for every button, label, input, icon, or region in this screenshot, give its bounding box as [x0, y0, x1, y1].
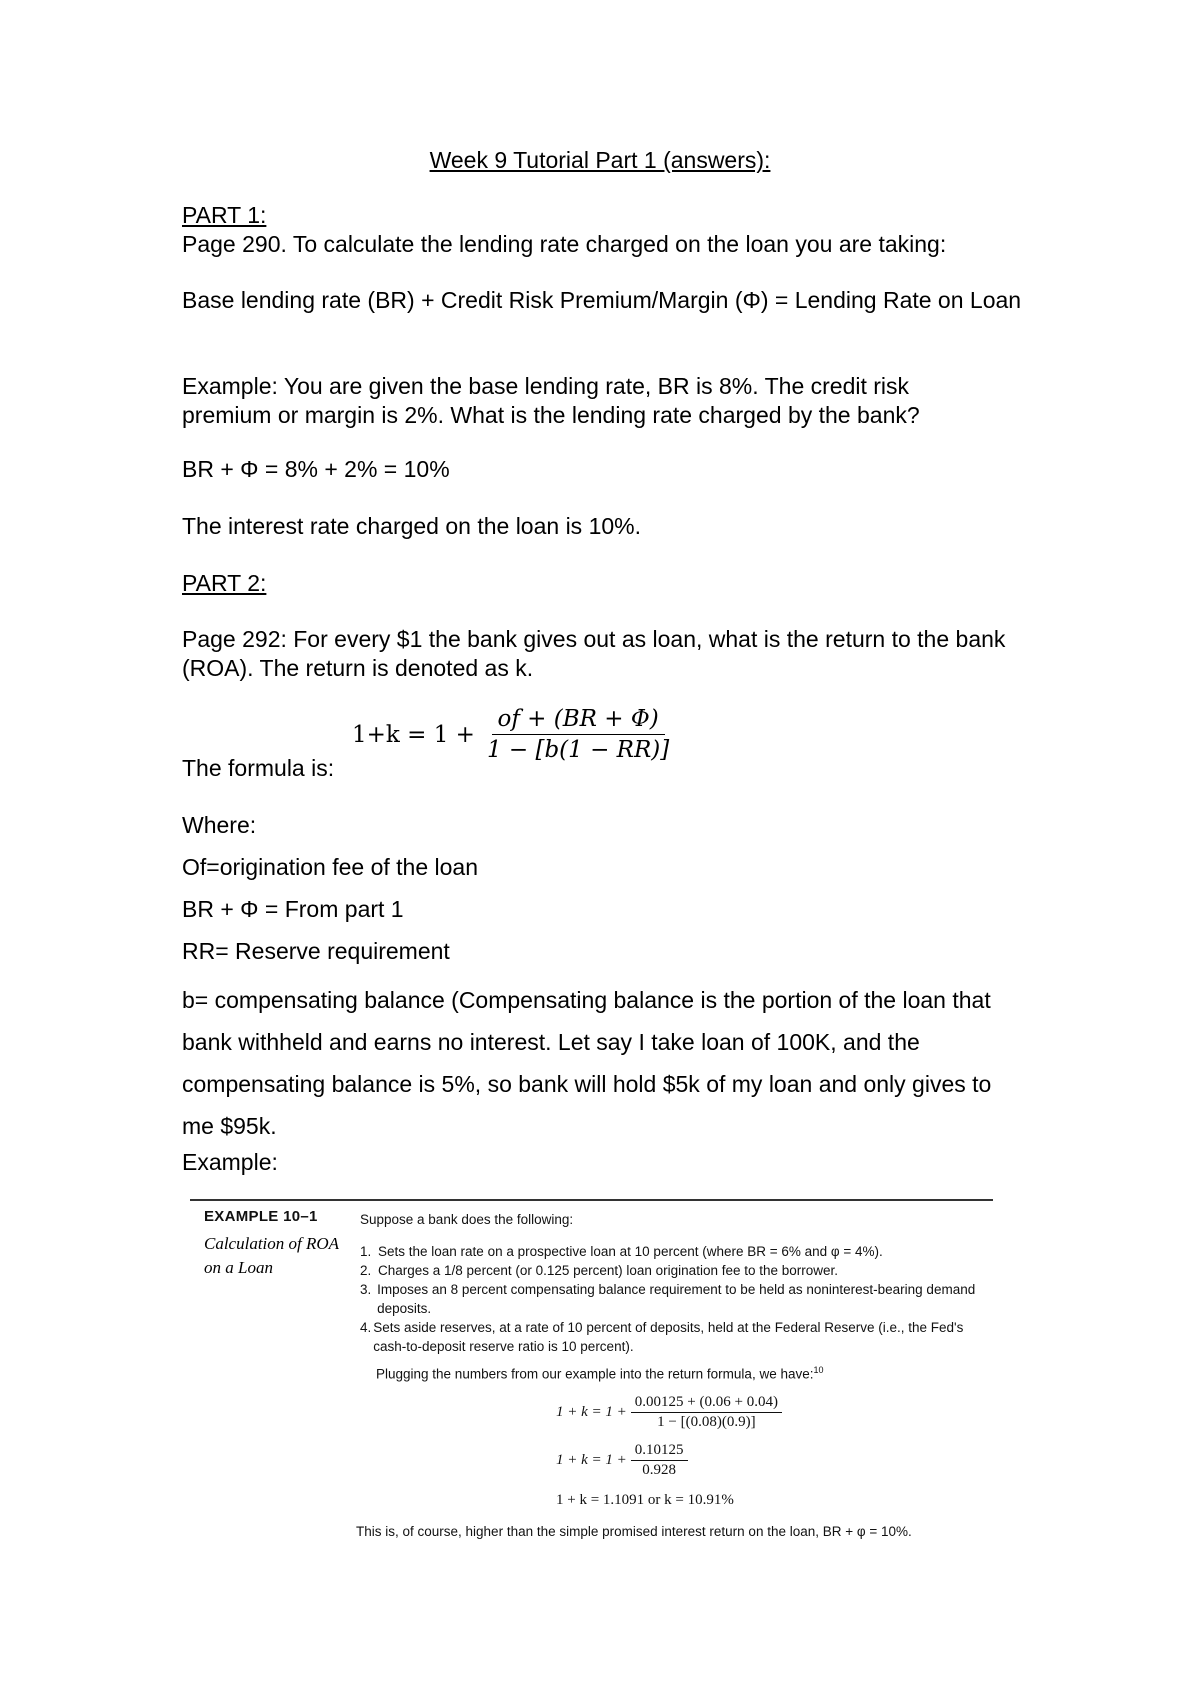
part1-intro: Page 290. To calculate the lending rate charged on the loan you are taking: [182, 231, 947, 257]
formula-numerator: of + (BR + Φ) [492, 706, 665, 735]
part1-rule: Base lending rate (BR) + Credit Risk Premium/Margin (Φ) = Lending Rate on Loan [182, 287, 1022, 313]
part1-heading: PART 1: [182, 202, 267, 228]
definition-of: Of=origination fee of the loan [182, 854, 479, 880]
example-eq2: 1 + k = 1 + $\frac{0.10125}{0.928}$ [556, 1442, 688, 1479]
part2-heading: PART 2: [182, 570, 267, 596]
definition-br: BR + Φ = From part 1 [182, 896, 404, 922]
example-box-rule [190, 1199, 993, 1201]
part1-calc: BR + Φ = 8% + 2% = 10% [182, 456, 450, 482]
example-box-list [360, 1242, 1000, 1356]
part1-conclusion: The interest rate charged on the loan is 10%. [182, 513, 642, 539]
definition-rr: RR= Reserve requirement [182, 938, 450, 964]
formula-lhs: 1+k = 1 + [352, 721, 475, 748]
page-title: Week 9 Tutorial Part 1 (answers): [429, 147, 771, 173]
example-box-closing: This is, of course, higher than the simple promised interest return on the loan, BR + φ = 10%. [356, 1524, 912, 1539]
example-label: Example: [182, 1149, 278, 1175]
formula-fraction [481, 706, 675, 763]
list-item: 4. Sets aside reserves, at a rate of 10 percent of deposits, held at the Federal Reserve (i.e., the Fed's cash-to-deposit reserve ratio is 10 percent). [360, 1320, 964, 1354]
example-box-label: EXAMPLE 10–1 [204, 1208, 318, 1225]
list-item: 3. Imposes an 8 percent compensating balance requirement to be held as noninterest-bearing demand deposits. [360, 1282, 976, 1316]
where-label: Where: [182, 812, 257, 838]
example-eq1: 1 + k = 1 + $\frac{0.00125 + (0.06 + 0.04)}{1 - [(0.08)(0.9)]}$ [556, 1394, 782, 1431]
formula-denominator: 1 − [b(1 − RR)] [486, 737, 670, 763]
example-box-lead: Suppose a bank does the following: [360, 1212, 574, 1227]
formula-label: The formula is: [182, 755, 335, 781]
part1-example: Example: You are given the base lending rate, BR is 8%. The credit risk premium or margin is 2%. What is the lending rate charged by the bank? [182, 373, 920, 428]
part2-intro: Page 292: For every $1 the bank gives out as loan, what is the return to the bank (ROA). The return is denoted as k. [182, 626, 1006, 681]
list-item: 1. Sets the loan rate on a prospective loan at 10 percent (where BR = 6% and φ = 4%). [360, 1244, 883, 1259]
list-item: 2. Charges a 1/8 percent (or 0.125 percent) loan origination fee to the borrower. [360, 1263, 839, 1278]
example-box-plugging: Plugging the numbers from our example into the return formula, we have:$^{10}$ [376, 1365, 824, 1382]
example-eq3: 1 + k = 1.1091 or k = 10.91% [556, 1492, 734, 1508]
roa-formula [352, 706, 675, 763]
example-box-subtitle: Calculation of ROA on a Loan [204, 1234, 339, 1277]
definition-b: b= compensating balance (Compensating balance is the portion of the loan that bank withheld and earns no interest. Let say I take loan of 100K, and the compensating balance is 5%, so bank will hold $5k of my loan and only gives to me $95k. [182, 987, 992, 1139]
